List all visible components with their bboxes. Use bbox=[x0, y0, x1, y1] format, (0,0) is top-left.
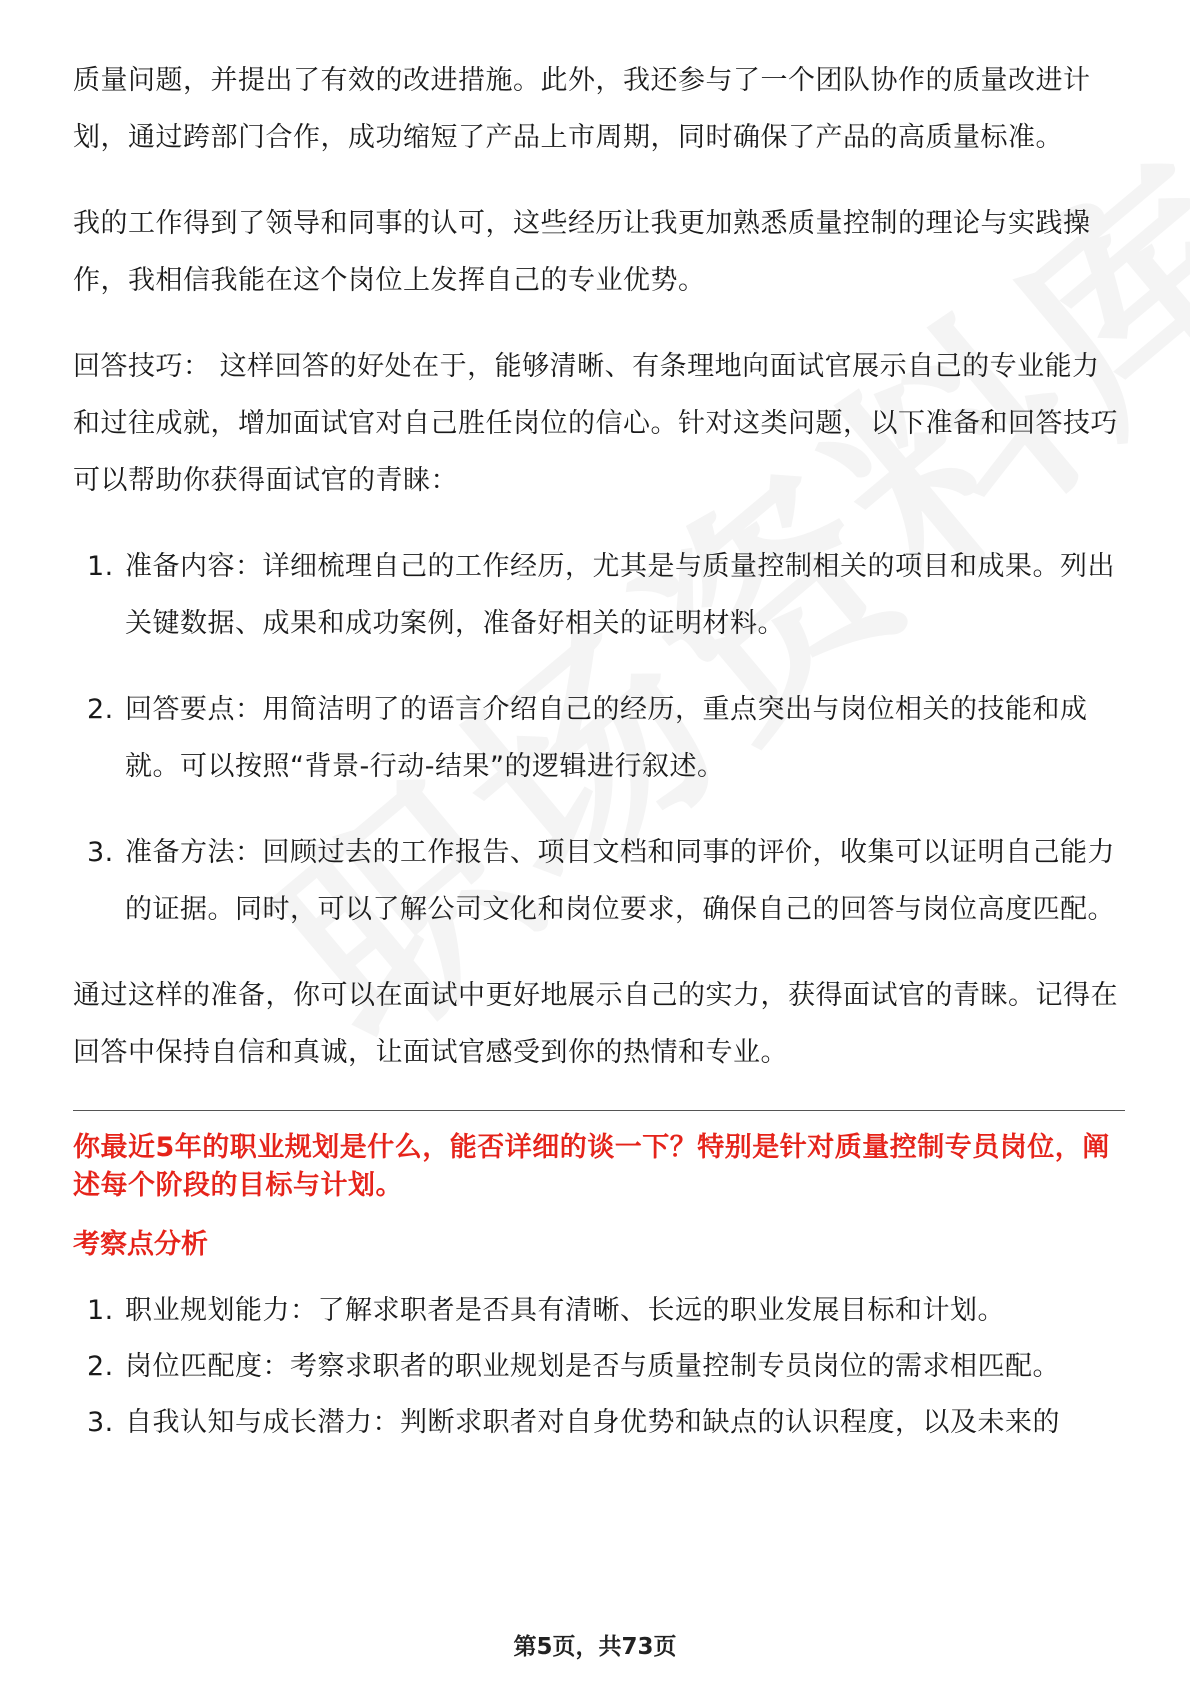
paragraph-answer-tips: 回答技巧： 这样回答的好处在于，能够清晰、有条理地向面试官展示自己的专业能力和过往成就，增加面试官对自己胜任岗位的信心。针对这类问题，以下准备和回答技巧可以帮助你获得面试官的青睐： bbox=[73, 351, 1118, 496]
list-item bbox=[73, 1395, 1125, 1451]
list-item bbox=[73, 1339, 1125, 1395]
list-number: 1. bbox=[87, 1295, 114, 1326]
paragraph-recognition: 我的工作得到了领导和同事的认可，这些经历让我更加熟悉质量控制的理论与实践操作，我相信我能在这个岗位上发挥自己的专业优势。 bbox=[73, 208, 1091, 296]
page-number: 第5页，共73页 bbox=[513, 1634, 677, 1660]
analysis-heading: 考察点分析 bbox=[73, 1229, 208, 1260]
interview-question: 你最近5年的职业规划是什么，能否详细的谈一下？特别是针对质量控制专员岗位，阐述每个阶段的目标与计划。 bbox=[73, 1132, 1110, 1201]
list-text: 准备方法：回顾过去的工作报告、项目文档和同事的评价，收集可以证明自己能力的证据。同时，可以了解公司文化和岗位要求，确保自己的回答与岗位高度匹配。 bbox=[125, 837, 1115, 925]
list-number: 2. bbox=[87, 694, 114, 725]
page-content bbox=[73, 52, 1125, 1451]
analysis-list bbox=[73, 1283, 1125, 1451]
list-item bbox=[73, 538, 1125, 652]
list-number: 1. bbox=[87, 551, 114, 582]
section-divider bbox=[73, 1110, 1125, 1111]
list-text: 职业规划能力：了解求职者是否具有清晰、长远的职业发展目标和计划。 bbox=[125, 1295, 1005, 1326]
list-text: 岗位匹配度：考察求职者的职业规划是否与质量控制专员岗位的需求相匹配。 bbox=[125, 1351, 1060, 1382]
list-item bbox=[73, 681, 1125, 795]
list-number: 3. bbox=[87, 837, 114, 868]
paragraph-quality-issues: 质量问题，并提出了有效的改进措施。此外，我还参与了一个团队协作的质量改进计划，通过跨部门合作，成功缩短了产品上市周期，同时确保了产品的高质量标准。 bbox=[73, 65, 1091, 153]
tips-list bbox=[73, 538, 1125, 938]
list-item bbox=[73, 1283, 1125, 1339]
list-item bbox=[73, 824, 1125, 938]
list-text: 准备内容：详细梳理自己的工作经历，尤其是与质量控制相关的项目和成果。列出关键数据、成果和成功案例，准备好相关的证明材料。 bbox=[125, 551, 1115, 639]
list-text: 自我认知与成长潜力：判断求职者对自身优势和缺点的认识程度，以及未来的 bbox=[125, 1407, 1060, 1438]
list-number: 3. bbox=[87, 1407, 114, 1438]
list-number: 2. bbox=[87, 1351, 114, 1382]
list-text: 回答要点：用简洁明了的语言介绍自己的经历，重点突出与岗位相关的技能和成就。可以按照“背景-行动-结果”的逻辑进行叙述。 bbox=[125, 694, 1088, 782]
paragraph-conclusion: 通过这样的准备，你可以在面试中更好地展示自己的实力，获得面试官的青睐。记得在回答中保持自信和真诚，让面试官感受到你的热情和专业。 bbox=[73, 980, 1118, 1068]
